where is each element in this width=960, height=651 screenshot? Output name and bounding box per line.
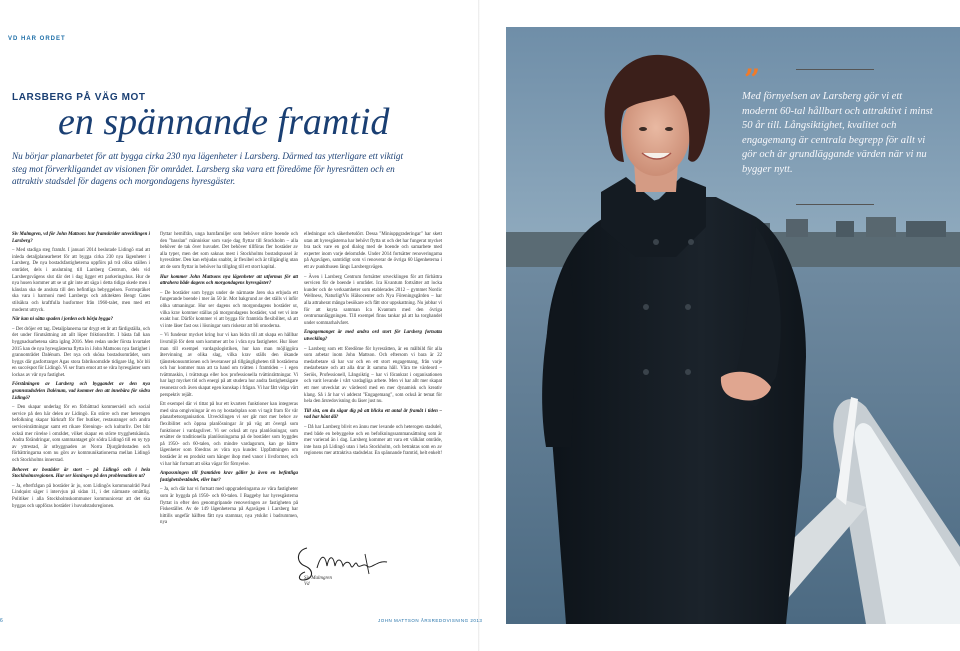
interview-answer: – Det dröjer ett tag. Detaljplanerna tar drygt ett år att färdigställa, och det under förutsättning att allt löper friktionsfritt. I bästa fall kan byggnadsarbetena sätta igång 2016. Men redan under första kvartalet 2015 kan de nya hyresgästerna flytta in i John Mattsons nya fastighet i grannområdet Dalénum. Det nya och sköna bostadsområdet, som byggs där gasfortrarget Agas stora fabriksområde tidigare låg, bör bli en succéspot för Lidingö. Vi ser fram emot att se våra hyresgäster som lockas av vår nya fastighet. xyxy=(12,326,150,378)
interview-answer: – De bostäder som byggs under de närmaste åren ska erbjuda ett fungerande boende i mer än 50 år. Mot bakgrund av det ställs vi inför olika utmaningar. Hur ser dagens och morgondagens bostäder ut, vilka krav kommer ställas på morgondagens bostäder, vad vet vi inte exakt hur. Därför kommer vi att bygga för framtida flexibilitet, så att vi inte låser fast oss i lösningar som riskerar att bli omoderna. xyxy=(160,290,298,329)
article-headline: en spännande framtid xyxy=(58,101,390,143)
interview-question: När kan ni sätta spaden i jorden och börja bygga? xyxy=(12,317,113,323)
interview-answer: elledningar och säkerhetsdörr. Dessa "Miniuppgraderingar" har skett utan att hyresgästerna har behövt flytta ut och det har fungerat mycket bra tack vare en god dialog med de boende och samarbete med experter inom varje delområde. Under 2014 fortsätter renoveringarna på Agavägen, samtidigt som vi renoverar de övriga 60 lägenheterna i ett av punkthusen längs Larsbergsvägen. xyxy=(304,232,442,270)
interview-answer: – Med stadiga steg framåt. I januari 2014 beslutade Lidingö stad att inleda detaljplanearbetet för att bygga cirka 230 nya lägenheter i Larsberg. De nya bostadsfastigheterna uppförs på två olika ställen i området, dels i anslutning till Larsberg Centrum, dels vid Larsbergsvägens slut där det i dag ligger ett parkeringshus. Hur de nya husen kommer att se ut går inte att säga i detta tidiga skede men i känslan ska de ansluta till den befintliga bebyggelsen. Formspråket ska vara i harmoni med Larsbergs och arkitekten Bengt Gates stilsäkra och kraftfulla husformer från 1960-talet, men med ett modernt uttryck. xyxy=(12,248,150,313)
interview-answer: – Vi funderar mycket kring hur vi kan bidra till att skapa en hållbar livsmiljö för dem som kommer att bo i våra nya fastigheter. Hur löser man till exempel vardagslogistiken, hur kan man möjliggöra återvinning av olika slag, vilka krav ställs den ökande tjänstekonsumtionen och leveranser på tillgängligheten till bostäderna och hur kommer man att ta hand om tvätten i framtiden – i egen tvättmaskin, i tvättstuga eller hos professionella tvättinrättningar. Vi har lagt mycket tid och energi på att studera hur andra fastighetsägare resonerar och även skapat egen kunskap i frågan. Vi har fått vidga vårt perspektiv rejält. xyxy=(160,333,298,398)
running-footer: JOHN MATTSON ÅRSREDOVISNING 2013 xyxy=(378,618,483,623)
interview-question: Till sist, om du sågar dig på att blicka ett antal år framåt i tiden – vad har hänt då? xyxy=(304,408,442,421)
interview-answer: Ett exempel där vi tittat på hur ett kvarters funktioner kan integreras med sina omgivningar är en ny bostadsplan som vi tagit fram för vår planarbetsorganisation. Utvecklingen vi ser går mot mer behov av flexibilitet och öppna planlösningar är på väg att övergå som funktioner i vardagslivet. Vi ser också att nya planlösningar, som ersätter de traditionella planlösningarna på de bostäder som byggdes på 1950- och 60-talen, och mindre vardagsrum, kan ge bättre lägenheter som föredras av våra nya kunder. Uppfattningen om bostäder är en produkt som hänger ihop med vanor i livsformer, och vi har här fortsatt att söka vägar för förnyelse. xyxy=(160,402,298,467)
signature-caption xyxy=(304,576,332,588)
interview-question: Siv Malmgren, vd för John Mattson: hur framskrider utvecklingen i Larsberg? xyxy=(12,232,150,244)
quote-mark-icon: ” xyxy=(744,63,761,96)
text-column-1 xyxy=(12,232,150,513)
interview-answer: – Även i Larsberg Centrum fortsätter utvecklingen för att förbättra servicen för de boende i området. Ica Kvantum fortsätter att locka kunder och de verksamheter som etablerades 2012 – gymmet Nordic Wellness, NaturligtVis Hälsocenter och Nya Föreningsgården – har alla attraherat många besökare och fått stor uppskattning. Nu jobbar vi för att knyta samman Ica Kvantum med den övriga centrumanläggningen. Till exempel finns tankar på att ha torghandel under sommarhalvåret. xyxy=(304,274,442,326)
interview-answer: flyttar hemifrån, unga barnfamiljer som behöver större boende och den "basslan" människor som varje dag flyttar till Stockholm – alla behöver de tak över huvudet. Det behöver tillföras fler bostäder av alla typer, men det som saknas mest i Stockholms bostadspussel är hyresrätter. Den kan erbjudas snabbt, är flexibel och är tillgänglig utan att de som flyttar in behöver ha tillgång till ett stort kapital. xyxy=(160,232,298,270)
quote-rule-top xyxy=(796,69,874,70)
interview-question: Behovet av bostäder är stort – på Lidingö och i hela Stockholmsregionen. Hur ser lösningen på den problematiken ut? xyxy=(12,467,150,480)
interview-answer: – Ja, efterfrågan på bostäder är ju, som Lidingös kommunalråd Paul Lindquist säger i intervjun på sidan 11, i det närmaste omättlig. Politiker i alla Stockholmskommuner kommunicerar att det ska byggas och uppföras bostäder i huvudstadsregionen. xyxy=(12,483,150,509)
interview-question: Hur kommer John Mattsons nya lägenheter att utformas för att attrahera både dagens och morgondagens hyresgäster? xyxy=(160,274,298,287)
interview-answer: – Då har Larsberg blivit en ännu mer levande och heterogen stadsdel, med både en bebyggelse och en befolkningssammansättning som är mer varierad än i dag. Larsberg kommer att vara ett välkänt område, inte bara på Lidingö utan i hela Stockholm, och betraktas som en av regionens mer attraktiva stadsdelar. En spännande framtid, helt enkelt! xyxy=(304,425,442,457)
interview-answer: – Ja, och där har vi fortsatt med uppgraderingarna av våra fastigheter som är byggda på 1950- och 60-talen. I Baggeby har hyresgästerna flyttat in efter den genomgripande renoveringen av fastigheten på Fiskestället. Av de 149 lägenheterna på Agavägen i Larsberg har hittills ungefär hälften fått nya stammar, nya ytskikt i badrummen, nya xyxy=(160,487,298,526)
interview-question: Engagemanget är med andra ord stort för Larsberg fortsatta utveckling? xyxy=(304,330,442,342)
article-lede: Nu börjar planarbetet för att bygga cirka 230 nya lägenheter i Larsberg. Därmed tas ytterligare ett viktigt steg mot förverkligandet av visionen för området. Larsberg ska vara ett föredöme för hyresrätten och en attraktiv stadsdel för dagens och morgondagens hyresgäster. xyxy=(12,151,404,186)
signature-title: Vd xyxy=(304,582,310,587)
interview-answer: – Larsberg som ett föredöme för hyresrätten, är en målbild för alla som arbetar inom John Mattson. Och eftersom vi bara är 22 medarbetare så har var och en ett stort engagemang, från varje medarbetare och att alla drar åt samma håll. Våra tre värdeord – Seriös, Professionell, Långsiktig – har vi förankrat i organisationen och varit levande i vårt vardagliga arbete. Men vi har allt mer skapat ett mer utvecklat av värdeord med en mer dynamisk och kreativ klang. Så i år har vi adderat "Engagemang", som också är temat för hela den årsredovisning du läser just nu. xyxy=(304,346,442,405)
interview-question: Förståningen av Larsberg och byggandet av den nya grannstadsdelen Dalénum, vad kommer den att innebära för södra Lidingö? xyxy=(12,382,150,401)
article-kicker: LARSBERG PÅ VÄG MOT xyxy=(12,92,146,103)
pull-quote: Med förnyelsen av Larsberg gör vi ett modernt 60-tal hållbart och attraktivt i minst 50 år till. Långsiktighet, kvalitet och engagemang är centrala begrepp för allt vi gör och är grundläggande värden när vi nu bygger nytt. xyxy=(742,91,933,175)
page-number: 6 xyxy=(0,618,3,624)
interview-question: Anpassningen till framtiden krav gäller ju även en befintliga fastighetsbeståndet, eller hur? xyxy=(160,471,298,483)
quote-rule-bottom xyxy=(796,204,874,205)
text-column-2 xyxy=(160,232,298,530)
section-tag: VD HAR ORDET xyxy=(8,36,66,42)
signature-name: Siv Malmgren xyxy=(304,576,333,581)
spread-gutter xyxy=(478,0,480,651)
interview-answer: – Den skapar underlag för en förbättrad kommersiell och social service på den här delen av Lidingö. En större och mer heterogen befolkning skapar bärkraft för fler butiker, restauranger och andra serviceinrättningar samt ett rikare förenings- och kulturliv. Det blir också mer rörelse i området, vilket skapar en större trygghetskänsla. Andra förändringar, som sammantaget gör södra Lidingö till en ny typ av yttrestad, är utbyggnaden av Norra Djurgårdsstaden och förbättringarna som nu görs av kommunikationerna mellan Lidingö och Stockholms innerstad. xyxy=(12,405,150,463)
text-column-3 xyxy=(304,232,442,461)
